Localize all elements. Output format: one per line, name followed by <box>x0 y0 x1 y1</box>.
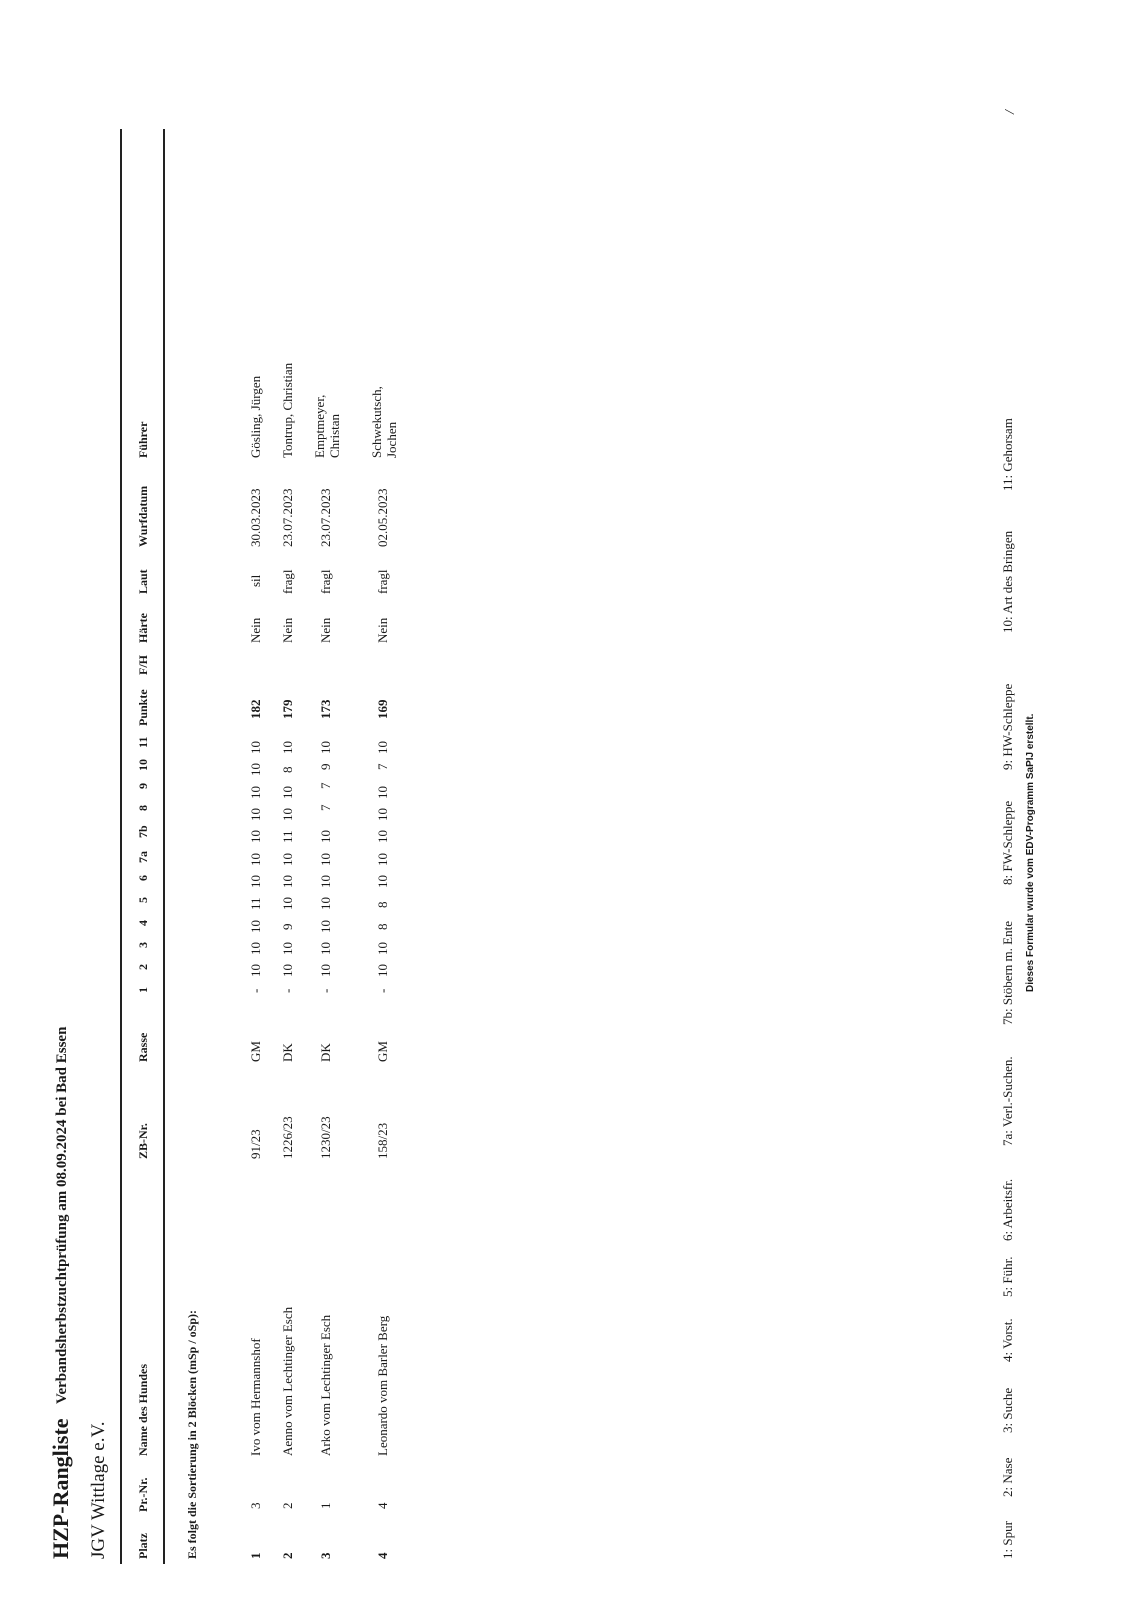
cell-score-2: 10 <box>318 964 333 977</box>
cell-score-9: 10 <box>248 786 263 799</box>
cell-haerte: Nein <box>375 617 390 643</box>
program-credit: Dieses Formular wurde vom EDV-Programm SaPIJ erstellt. <box>1025 713 1036 992</box>
cell-score-2: 10 <box>248 964 263 977</box>
cell-score-11: 10 <box>248 741 263 754</box>
cell-score-4: 10 <box>248 920 263 933</box>
legend-item: 4: Vorst. <box>1000 1318 1015 1362</box>
cell-score-6: 10 <box>318 875 333 888</box>
cell-score-1: - <box>248 988 263 993</box>
legend-item: 9: HW-Schleppe <box>1000 683 1015 770</box>
cell-wurfdatum: 23.07.2023 <box>280 488 295 547</box>
cell-score-11: 10 <box>375 741 390 754</box>
cell-zbnr: 1230/23 <box>318 1116 333 1159</box>
legend-item: 1: Spur <box>1000 1521 1015 1559</box>
cell-prnr: 1 <box>318 1502 333 1509</box>
cell-fuehrer: Tontrup, Christian <box>280 362 295 458</box>
cell-punkte: 173 <box>318 699 333 719</box>
cell-score-10: 10 <box>248 763 263 776</box>
cell-score-6: 10 <box>375 875 390 888</box>
col-8: 8 <box>136 805 150 811</box>
legend-item: 10: Art des Bringen <box>1000 530 1015 633</box>
col-name: Name des Hundes <box>136 1363 150 1456</box>
cell-platz: 4 <box>375 1552 390 1559</box>
sort-note: Es folgt die Sortierung in 2 Blöcken (mSp / oSp): <box>185 1309 199 1559</box>
col-7b: 7b <box>136 825 150 838</box>
cell-laut: fragl <box>375 569 390 594</box>
cell-score-5: 10 <box>280 897 295 910</box>
cell-rasse: GM <box>375 1041 390 1062</box>
cell-punkte: 169 <box>375 699 390 719</box>
cell-score-8: 7 <box>318 804 333 811</box>
legend-item: 6: Arbeitsfr. <box>1000 1178 1015 1241</box>
cell-score-4: 8 <box>375 923 390 930</box>
cell-score-7b: 10 <box>318 830 333 843</box>
cell-prnr: 4 <box>375 1502 390 1509</box>
cell-score-10: 8 <box>280 766 295 773</box>
legend-item: 11: Gehorsam <box>1000 418 1015 491</box>
cell-score-7a: 10 <box>318 853 333 866</box>
cell-score-3: 10 <box>280 942 295 955</box>
col-laut: Laut <box>136 569 150 594</box>
col-6: 6 <box>136 875 150 881</box>
cell-prnr: 3 <box>248 1502 263 1509</box>
club-name: JGV Wittlage e.V. <box>88 1421 109 1559</box>
cell-score-1: - <box>375 988 390 993</box>
legend-item: 7a: Verl.-Suchen. <box>1000 1056 1015 1146</box>
cell-haerte: Nein <box>318 617 333 643</box>
cell-score-7a: 10 <box>375 853 390 866</box>
legend-item: 7b: Stöbern m. Ente <box>1000 921 1015 1025</box>
cell-score-6: 10 <box>248 875 263 888</box>
cell-zbnr: 158/23 <box>375 1122 390 1159</box>
col-4: 4 <box>136 920 150 926</box>
col-fuehrer: Führer <box>136 421 150 458</box>
cell-score-7b: 10 <box>248 830 263 843</box>
cell-prnr: 2 <box>280 1502 295 1509</box>
cell-wurfdatum: 30.03.2023 <box>248 488 263 547</box>
cell-laut: sil <box>248 574 263 587</box>
cell-score-8: 10 <box>280 808 295 821</box>
cell-rasse: GM <box>248 1041 263 1062</box>
cell-wurfdatum: 23.07.2023 <box>318 488 333 547</box>
cell-name: Ivo vom Hermannshof <box>248 1338 263 1456</box>
cell-score-11: 10 <box>280 741 295 754</box>
col-haerte: Härte <box>136 613 150 643</box>
cell-fuehrer: Emptmeyer, <box>312 394 327 458</box>
cell-name: Aenno vom Lechtinger Esch <box>280 1306 295 1456</box>
legend-item: 2: Nase <box>1000 1457 1015 1497</box>
col-wurfdatum: Wurfdatum <box>136 485 150 547</box>
cell-score-3: 10 <box>248 942 263 955</box>
col-5: 5 <box>136 897 150 903</box>
col-zbnr: ZB-Nr. <box>136 1123 150 1159</box>
col-platz: Platz <box>136 1533 150 1559</box>
cell-score-4: 10 <box>318 920 333 933</box>
cell-score-3: 10 <box>375 942 390 955</box>
legend-item: 3: Suche <box>1000 1387 1015 1433</box>
legend-item: 8: FW-Schleppe <box>1000 800 1015 885</box>
header-top-rule <box>120 129 122 1564</box>
cell-score-2: 10 <box>375 964 390 977</box>
page-subtitle: Verbandsherbstzuchtprüfung am 08.09.2024 bei Bad Essen <box>54 1026 70 1404</box>
cell-score-7b: 11 <box>280 830 295 843</box>
col-2: 2 <box>136 964 150 970</box>
col-prnr: Pr.-Nr. <box>136 1477 150 1512</box>
cell-score-9: 10 <box>280 786 295 799</box>
col-1: 1 <box>136 987 150 993</box>
cell-score-7a: 10 <box>248 853 263 866</box>
cell-haerte: Nein <box>248 617 263 643</box>
cell-score-8: 10 <box>248 808 263 821</box>
cell-zbnr: 1226/23 <box>280 1116 295 1159</box>
cell-score-6: 10 <box>280 875 295 888</box>
col-11: 11 <box>136 736 150 748</box>
cell-score-7b: 10 <box>375 830 390 843</box>
cell-score-9: 7 <box>318 782 333 789</box>
cell-score-5: 10 <box>318 897 333 910</box>
col-fh: F/H <box>136 655 150 675</box>
page-title: HZP-Rangliste <box>48 1418 73 1559</box>
col-9: 9 <box>136 783 150 789</box>
cell-fuehrer: Schwekutsch, <box>369 386 384 458</box>
cell-laut: fragl <box>280 569 295 594</box>
cell-score-10: 7 <box>375 763 390 770</box>
col-rasse: Rasse <box>136 1032 150 1062</box>
cell-punkte: 179 <box>280 699 295 719</box>
cell-platz: 3 <box>318 1552 333 1559</box>
cell-score-1: - <box>280 988 295 993</box>
cell-score-11: 10 <box>318 741 333 754</box>
cell-score-7a: 10 <box>280 853 295 866</box>
col-punkte: Punkte <box>136 689 150 726</box>
page-mark: / <box>1003 110 1018 114</box>
cell-score-5: 11 <box>248 897 263 910</box>
cell-score-3: 10 <box>318 942 333 955</box>
cell-punkte: 182 <box>248 699 263 719</box>
cell-zbnr: 91/23 <box>248 1129 263 1159</box>
cell-platz: 1 <box>248 1552 263 1559</box>
cell-score-4: 9 <box>280 923 295 930</box>
cell-fuehrer-line2: Jochen <box>384 421 399 458</box>
cell-name: Leonardo vom Barler Berg <box>375 1315 390 1456</box>
cell-score-1: - <box>318 988 333 993</box>
cell-score-2: 10 <box>280 964 295 977</box>
cell-score-9: 10 <box>375 786 390 799</box>
cell-fuehrer-line2: Christan <box>327 413 342 458</box>
cell-name: Arko vom Lechtinger Esch <box>318 1314 333 1456</box>
col-7a: 7a <box>136 851 150 863</box>
legend-item: 5: Führ. <box>1000 1256 1015 1297</box>
cell-score-10: 9 <box>318 763 333 770</box>
cell-wurfdatum: 02.05.2023 <box>375 488 390 547</box>
col-10: 10 <box>136 759 150 771</box>
cell-fuehrer: Gösling, Jürgen <box>248 375 263 458</box>
cell-haerte: Nein <box>280 617 295 643</box>
cell-rasse: DK <box>318 1043 333 1062</box>
cell-rasse: DK <box>280 1043 295 1062</box>
cell-score-8: 10 <box>375 808 390 821</box>
cell-platz: 2 <box>280 1552 295 1559</box>
header-bottom-rule <box>163 129 165 1564</box>
cell-score-5: 8 <box>375 901 390 908</box>
cell-laut: fragl <box>318 569 333 594</box>
col-3: 3 <box>136 942 150 948</box>
